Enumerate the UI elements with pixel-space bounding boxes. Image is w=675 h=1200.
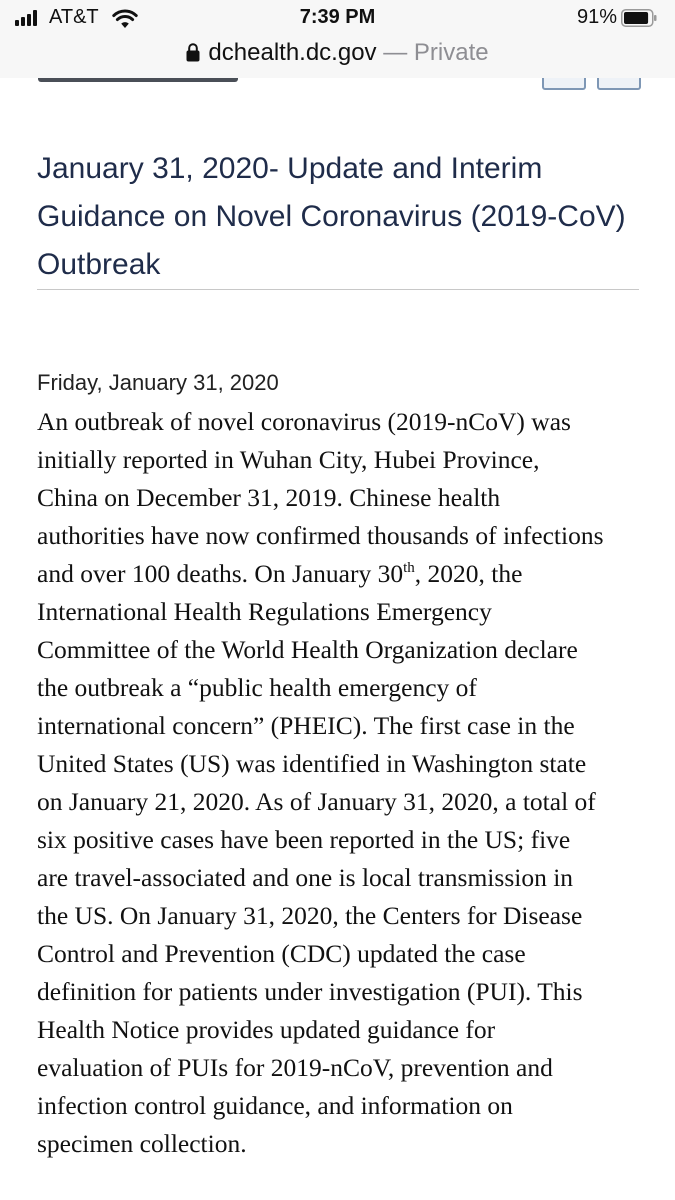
page-header-remnant	[0, 78, 675, 92]
battery-percentage: 91%	[576, 6, 617, 28]
lock-icon	[186, 42, 200, 62]
carrier-name: AT&T	[49, 6, 99, 28]
body-line: Committee of the World Health Organization declare	[37, 635, 578, 664]
body-line: evaluation of PUIs for 2019-nCoV, prevention and	[37, 1053, 553, 1082]
body-line-text: and over 100 deaths. On January 30	[37, 559, 404, 588]
body-line: United States (US) was identified in Washington state	[37, 749, 587, 778]
body-line: authorities have now confirmed thousands of infections	[37, 521, 604, 550]
body-line: initially reported in Wuhan City, Hubei Province,	[37, 445, 540, 474]
body-line: six positive cases have been reported in the US; five	[37, 825, 571, 854]
body-line: China on December 31, 2019. Chinese health	[37, 483, 501, 512]
article-body	[37, 403, 657, 1163]
private-mode-label: — Private	[376, 39, 489, 66]
body-line: International Health Regulations Emergency	[37, 597, 492, 626]
status-bar	[0, 0, 675, 38]
print-button[interactable]	[597, 78, 641, 90]
url-bar[interactable]	[0, 38, 675, 78]
article-date: Friday, January 31, 2020	[37, 370, 279, 395]
body-line: Health Notice provides updated guidance for	[37, 1015, 496, 1044]
body-line: definition for patients under investigation (PUI). This	[37, 977, 583, 1006]
body-line: specimen collection.	[37, 1129, 247, 1158]
body-line: international concern” (PHEIC). The first case in the	[37, 711, 575, 740]
body-line: infection control guidance, and information on	[37, 1091, 513, 1120]
title-divider	[37, 289, 639, 290]
ordinal-superscript: th	[403, 560, 415, 576]
url-domain: dchealth.dc.gov	[208, 39, 377, 66]
url-display[interactable]	[186, 39, 488, 67]
body-line-text: , 2020, the	[414, 559, 523, 588]
body-line: the outbreak a “public health emergency of	[37, 673, 477, 702]
battery-icon	[621, 9, 657, 27]
share-button[interactable]	[542, 78, 586, 90]
page-title: January 31, 2020- Update and Interim Guidance on Novel Coronavirus (2019-CoV) Outbreak	[37, 152, 626, 281]
body-line: Control and Prevention (CDC) updated the case	[37, 939, 526, 968]
body-line: the US. On January 31, 2020, the Centers for Disease	[37, 901, 583, 930]
clock-time: 7:39 PM	[299, 6, 376, 28]
body-line: An outbreak of novel coronavirus (2019-nCoV) was	[37, 407, 571, 436]
header-divider	[38, 78, 238, 82]
body-line: are travel-associated and one is local transmission in	[37, 863, 574, 892]
body-line: on January 21, 2020. As of January 31, 2020, a total of	[37, 787, 596, 816]
battery-level-fill	[624, 12, 648, 24]
body-line	[37, 555, 657, 593]
